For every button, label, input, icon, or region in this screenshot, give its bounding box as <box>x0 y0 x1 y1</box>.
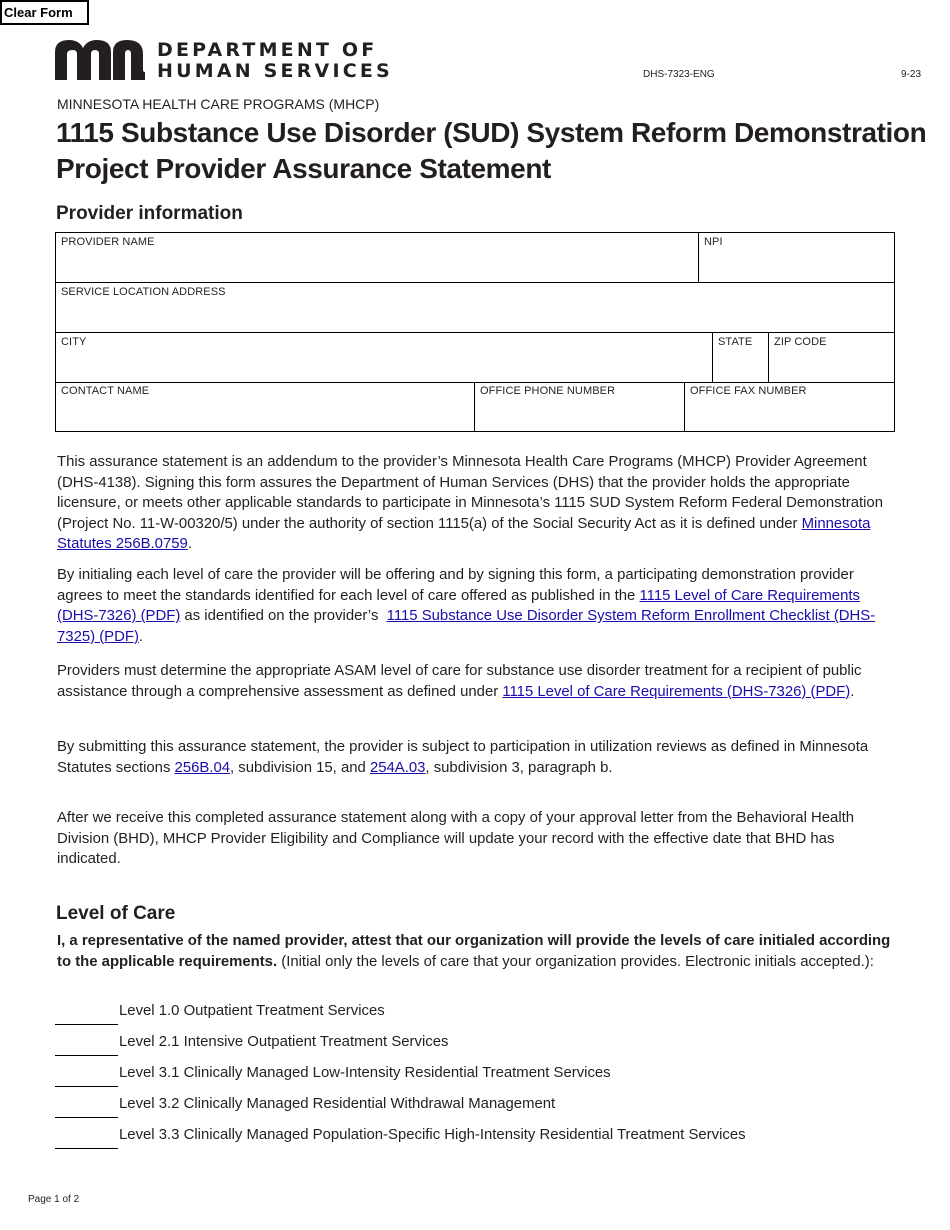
attestation-paragraph <box>57 931 897 972</box>
level-of-care-requirements-link[interactable]: 1115 Level of Care Requirements (DHS-7326) (PDF) <box>57 587 860 625</box>
table-row <box>56 333 894 383</box>
level-label: Level 3.3 Clinically Managed Population-Specific High-Intensity Residential Treatment Services <box>119 1127 746 1143</box>
level-item <box>55 1094 875 1118</box>
office-fax-field[interactable] <box>685 382 894 431</box>
level-label: Level 3.2 Clinically Managed Residential Withdrawal Management <box>119 1096 556 1112</box>
clear-form-button[interactable]: Clear Form <box>0 0 89 25</box>
contact-name-field[interactable] <box>56 382 475 431</box>
field-label: OFFICE FAX NUMBER <box>690 385 807 397</box>
para-text: . <box>850 683 855 700</box>
service-address-field[interactable] <box>56 283 894 332</box>
initial-input-line[interactable] <box>55 1148 118 1149</box>
field-label: ZIP CODE <box>774 336 827 348</box>
initial-input-line[interactable] <box>55 1024 118 1025</box>
asam-paragraph <box>57 661 897 702</box>
level-label: Level 1.0 Outpatient Treatment Services <box>119 1003 385 1019</box>
field-label: CONTACT NAME <box>61 385 150 397</box>
addendum-paragraph <box>57 452 897 555</box>
mn-statutes-link[interactable]: Minnesota Statutes 256B.0759 <box>57 515 871 553</box>
initial-input-line[interactable] <box>55 1055 118 1056</box>
approval-paragraph: After we receive this completed assurance statement along with a copy of your approval letter from the Behavioral Health Division (BHD), MHCP Provider Eligibility and Compliance will update your record with the effective date that BHD has indicated. <box>57 810 855 868</box>
statute-254a03-link[interactable]: 254A.03 <box>369 759 426 776</box>
form-number: DHS-7323-ENG <box>643 69 715 80</box>
level-item <box>55 1001 875 1025</box>
attest-bold: I, a representative of the named provider, attest that our organization will provide the levels of care initialed according to the applicable requirements. <box>57 933 891 970</box>
field-label: OFFICE PHONE NUMBER <box>480 385 616 397</box>
table-row <box>56 233 894 283</box>
level-label: Level 3.1 Clinically Managed Low-Intensity Residential Treatment Services <box>119 1065 611 1081</box>
initial-input-line[interactable] <box>55 1117 118 1118</box>
field-label: CITY <box>61 336 87 348</box>
para-text: Providers must determine the appropriate ASAM level of care for substance use disorder treatment for a recipient of public assistance through a comprehensive assessment as defined under <box>57 663 862 700</box>
provider-info-heading: Provider information <box>56 203 243 224</box>
form-date: 9-23 <box>901 69 922 80</box>
table-row <box>56 283 894 333</box>
enrollment-checklist-link[interactable]: 1115 Substance Use Disorder System Reform Enrollment Checklist (DHS-7325) (PDF) <box>57 608 876 645</box>
initial-input-line[interactable] <box>55 1086 118 1087</box>
level-of-care-requirements-link-2[interactable]: 1115 Level of Care Requirements (DHS-7326) (PDF) <box>502 683 851 700</box>
zip-field[interactable] <box>769 333 894 382</box>
field-label: PROVIDER NAME <box>61 236 155 248</box>
para-text: , subdivision 15, and <box>230 759 370 776</box>
para-text: By initialing each level of care the provider will be offering and by signing this form, a participating demonstration provider agrees to meet the standards identified for each level of care offered as published in the <box>57 567 854 604</box>
table-row <box>56 382 894 431</box>
dhs-logo <box>55 39 393 82</box>
para-text: , subdivision 3, paragraph b. <box>425 759 613 776</box>
para-text: By submitting this assurance statement, the provider is subject to participation in utilization reviews as defined in Minnesota Statutes sections <box>57 739 869 776</box>
utilization-review-paragraph <box>57 737 897 778</box>
dept-name-line2: HUMAN SERVICES <box>157 60 393 82</box>
field-label: NPI <box>704 236 723 248</box>
program-name: MINNESOTA HEALTH CARE PROGRAMS (MHCP) <box>57 96 380 112</box>
field-label: STATE <box>718 336 753 348</box>
level-item <box>55 1125 875 1149</box>
office-phone-field[interactable] <box>475 382 685 431</box>
dept-name-line1: DEPARTMENT OF <box>157 39 378 61</box>
provider-name-field[interactable] <box>56 233 699 282</box>
para-text: This assurance statement is an addendum to the provider’s Minnesota Health Care Programs (MHCP) Provider Agreement (DHS-4138). Signing this form assures the Department of Human Services (DHS) that the provider holds the appropriate licensure, or meets other applicable standards to participate in Minnesota’s 1115 SUD System Reform Federal Demonstration (Project No. 11-W-00320/5) under the authority of section 1115(a) of the Social Security Act as it is defined under <box>57 454 883 532</box>
para-text: . <box>187 536 192 553</box>
state-field[interactable] <box>713 333 769 382</box>
page-number: Page 1 of 2 <box>28 1194 80 1205</box>
attest-rest: (Initial only the levels of care that your organization provides. Electronic initials accepted.): <box>277 953 874 970</box>
mn-logo-icon <box>55 40 147 80</box>
para-text: . <box>138 628 144 645</box>
provider-info-table <box>55 232 895 432</box>
npi-field[interactable] <box>699 233 894 282</box>
level-of-care-heading: Level of Care <box>56 903 176 924</box>
page-title: 1115 Substance Use Disorder (SUD) System Reform Demonstration Project Provider Assurance Statement <box>56 117 927 184</box>
level-item <box>55 1063 875 1087</box>
city-field[interactable] <box>56 333 713 382</box>
para-text: as identified on the provider’s <box>180 608 387 625</box>
initialing-paragraph <box>57 565 897 647</box>
statute-256b04-link[interactable]: 256B.04 <box>174 759 231 776</box>
field-label: SERVICE LOCATION ADDRESS <box>61 286 226 298</box>
level-label: Level 2.1 Intensive Outpatient Treatment Services <box>119 1034 449 1050</box>
level-item <box>55 1032 875 1056</box>
